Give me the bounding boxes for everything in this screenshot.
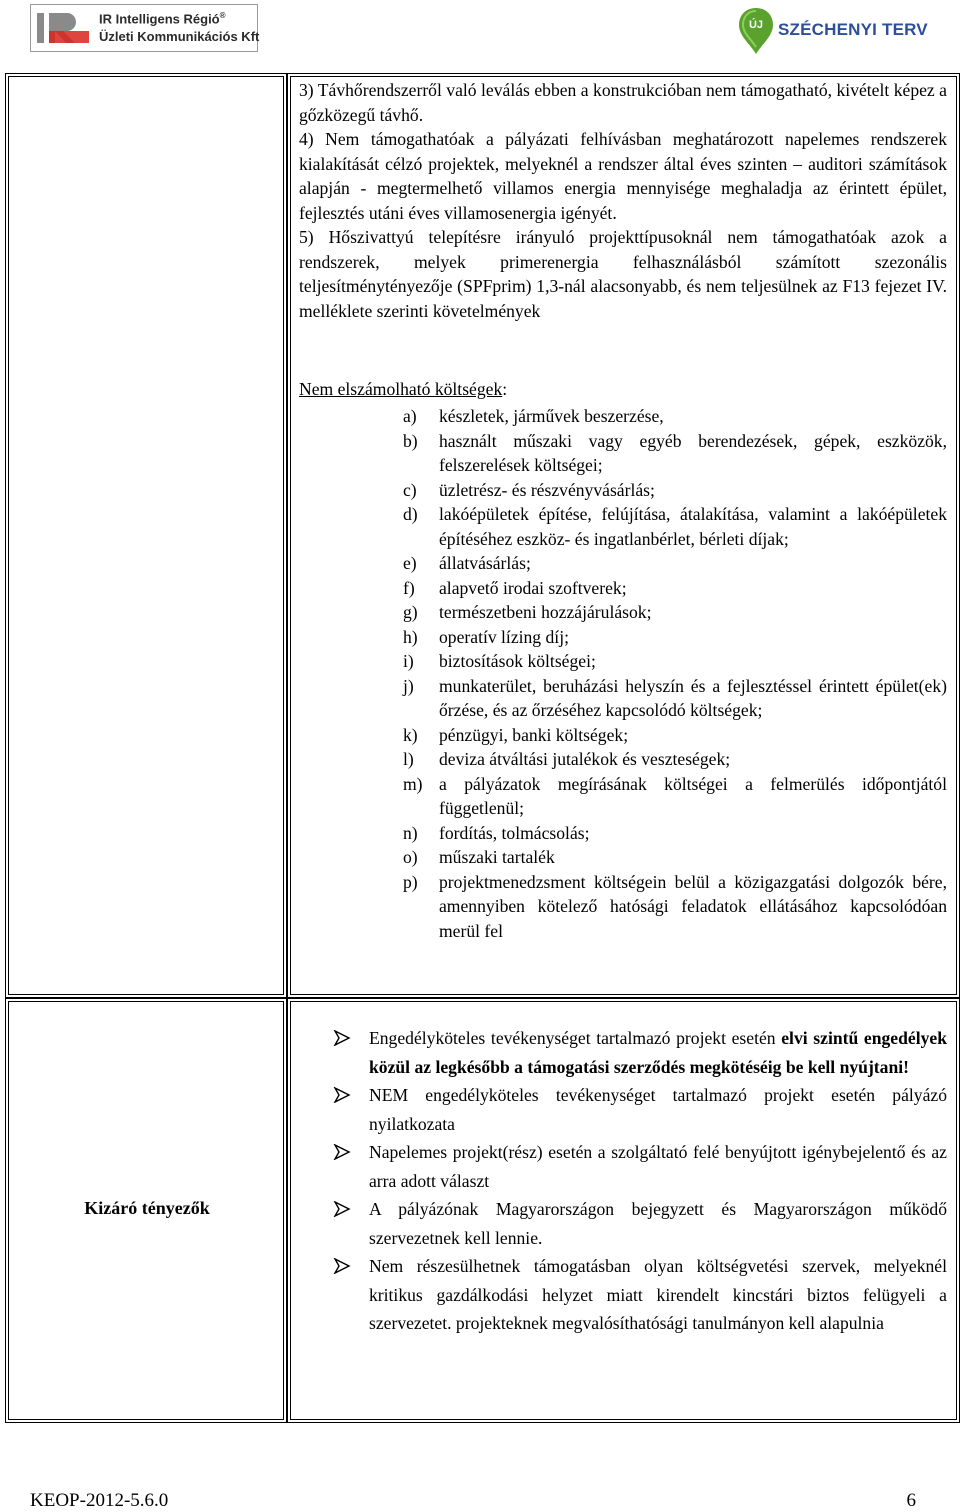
- list-item: m) a pályázatok megírásának költségei a felmerülés időpontjától függetlenül;: [403, 773, 947, 818]
- list-item: i) biztosítások költségei;: [403, 651, 596, 671]
- list-item: Nem részesülhetnek támogatásban olyan költségvetési szervek, melyeknél kritikus gazdálkodási helyzet miatt kirendelt kincstári biztos felügyeli a szervezetet. projekteknek megvalósíthatósági tanulmányon kell alapulnia: [333, 1252, 947, 1338]
- arrow-bullet-icon: [333, 1144, 351, 1160]
- non-eligible-colon: :: [502, 379, 508, 399]
- document-code: KEOP-2012-5.6.0: [30, 1490, 169, 1511]
- list-item: d) lakóépületek építése, felújítása, átalakítása, valamint a lakóépületek építéséhez eszköz- és ingatlanbérlet, bérleti díjak;: [403, 504, 947, 549]
- list-item: p) projektmenedzsment költségein belül a közigazgatási dolgozók bére, amennyiben kötelező hatósági feladatok ellátásához kapcsolódóan merül fel: [403, 871, 947, 941]
- ir-logo-mark-icon: [35, 9, 95, 47]
- list-item: c) üzletrész- és részvényvásárlás;: [403, 479, 655, 500]
- szechenyi-terv-logo: [736, 6, 936, 56]
- exclusion-factors-label: Kizáró tényezők: [84, 1198, 210, 1218]
- list-item: g) természetbeni hozzájárulások;: [403, 602, 652, 622]
- upper-left-cell: [5, 73, 287, 998]
- non-eligible-list: [403, 404, 947, 943]
- paragraph-5: 5) Hőszivattyú telepítésre irányuló projekttípusoknál nem támogathatóak azok a rendszerek, melyek primerenergia felhasználásból számított szezonális teljesítménytényezője (SPFprim) 1,3-nál alacsonyabb, és nem teljesülnek az F13 fejezet IV. melléklete szerinti követelmények: [299, 227, 947, 321]
- list-item: l) deviza átváltási jutalékok és veszteségek;: [403, 749, 731, 769]
- page-number: 6: [906, 1490, 916, 1511]
- non-eligible-heading: [299, 377, 947, 402]
- arrow-bullet-icon: [333, 1030, 351, 1046]
- ir-logo: [30, 4, 258, 52]
- arrow-bullet-icon: [333, 1201, 351, 1217]
- list-item: k) pénzügyi, banki költségek;: [403, 724, 629, 745]
- paragraph-3: 3) Távhőrendszerről való leválás ebben a konstrukcióban nem támogatható, kivételt képez a gőzközegű távhő.: [299, 80, 947, 125]
- ir-logo-line2: Üzleti Kommunikációs Kft: [99, 29, 260, 44]
- list-item: j) munkaterület, beruházási helyszín és a fejlesztéssel érintett épület(ek) őrzése, és az őrzéséhez kapcsolódó költségek;: [403, 675, 947, 720]
- list-item: A pályázónak Magyarországon bejegyzett és Magyarországon működő szervezetnek kell lennie.: [333, 1195, 947, 1252]
- list-item: b) használt műszaki vagy egyéb berendezések, gépek, eszközök, felszerelések költségei;: [403, 430, 947, 475]
- szechenyi-badge-icon: [736, 6, 776, 56]
- list-item: f) alapvető irodai szoftverek;: [403, 577, 627, 598]
- szechenyi-badge-text: ÚJ: [748, 19, 764, 31]
- list-item: n) fordítás, tolmácsolás;: [403, 822, 590, 843]
- szechenyi-logo-text: SZÉCHENYI TERV: [778, 20, 928, 39]
- list-item: Napelemes projekt(rész) esetén a szolgáltató felé benyújtott igénybejelentő és az arra adott választ: [333, 1138, 947, 1195]
- list-item: NEM engedélyköteles tevékenységet tartalmazó projekt esetén pályázó nyilatkozata: [333, 1081, 947, 1138]
- list-item: o) műszaki tartalék: [403, 847, 555, 867]
- exclusion-factors-list: [333, 1024, 947, 1338]
- arrow-bullet-icon: [333, 1087, 351, 1103]
- list-item: h) operatív lízing díj;: [403, 626, 569, 647]
- upper-cell-content: [299, 78, 947, 323]
- arrow-bullet-icon: [333, 1258, 351, 1274]
- list-item: a) készletek, járművek beszerzése,: [403, 406, 664, 426]
- ir-logo-trademark: ®: [219, 11, 226, 20]
- page-header: [0, 0, 960, 62]
- list-item: Engedélyköteles tevékenységet tartalmazó projekt esetén elvi szintű engedélyek közül az legkésőbb a támogatási szerződés megkötéséig be kell nyújtani!: [333, 1024, 947, 1081]
- ir-logo-line1: IR Intelligens Régió: [99, 11, 220, 27]
- paragraph-4: 4) Nem támogathatóak a pályázati felhívásban meghatározott napelemes rendszerek kialakítását célzó projektek, melyeknél a rendszer által éves szinten – auditori számítások alapján - megtermelhető villamos energia mennyisége meghaladja az érintett épület, fejlesztés utáni éves villamosenergia igényét.: [299, 129, 947, 223]
- non-eligible-title: Nem elszámolható költségek: [299, 379, 503, 399]
- list-item: e) állatvásárlás;: [403, 553, 531, 573]
